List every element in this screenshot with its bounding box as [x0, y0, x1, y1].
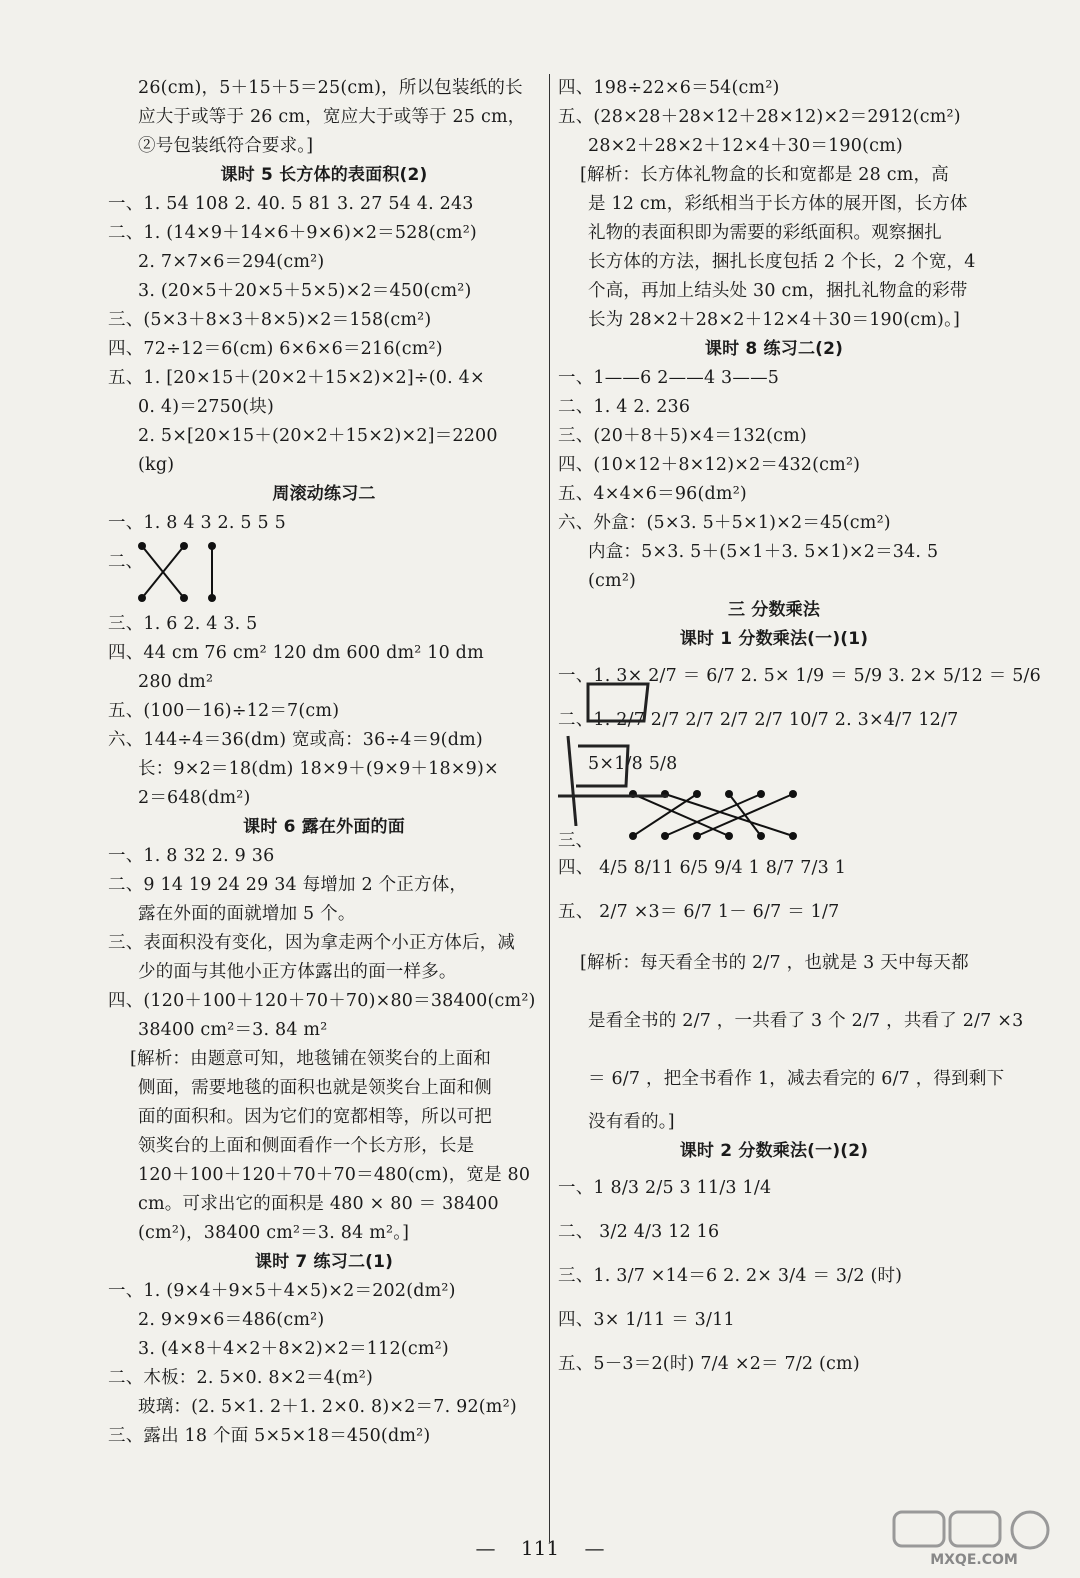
answer-line: 二、1. 2/7 2/7 2/7 2/7 2/7 10/7 2. 3×4/7 12/7: [558, 710, 959, 730]
answer-line: 五、1. [20×15＋(20×2＋15×2)×2]÷(0. 4×: [108, 368, 485, 388]
answer-line: 2＝648(dm²): [138, 788, 251, 808]
footer-dash-right: —: [584, 1536, 605, 1560]
answer-line: 三、1. 3/7 ×14＝6 2. 2× 3/4 ＝ 3/2 (时): [558, 1266, 903, 1286]
answer-line: ＝ 6/7 ，把全书看作 1，减去看完的 6/7 ，得到剩下: [588, 1069, 1005, 1089]
answer-line: 2. 9×9×6＝486(cm²): [138, 1310, 325, 1330]
answer-line: 3. (4×8＋4×2＋8×2)×2＝112(cm²): [138, 1339, 449, 1359]
answer-line: 四、44 cm 76 cm² 120 dm 600 dm² 10 dm: [108, 643, 484, 663]
answer-line: 五、(100－16)÷12＝7(cm): [108, 701, 340, 721]
answer-line: 二、 3/2 4/3 12 16: [558, 1222, 720, 1242]
answer-line: 长：9×2＝18(dm) 18×9＋(9×9＋18×9)×: [138, 759, 499, 779]
answer-line: 五、5－3＝2(时) 7/4 ×2＝ 7/2 (cm): [558, 1354, 860, 1374]
answer-line: 六、外盒：(5×3. 5＋5×1)×2＝45(cm²): [558, 513, 891, 533]
answer-line: [解析：由题意可知，地毯铺在领奖台的上面和: [130, 1049, 492, 1069]
answer-line: 一、1. 8 32 2. 9 36: [108, 846, 275, 866]
answer-line: 三、表面积没有变化，因为拿走两个小正方体后，减: [108, 933, 516, 953]
answer-line: 四、 4/5 8/11 6/5 9/4 1 8/7 7/3 1: [558, 858, 847, 878]
answer-line: 少的面与其他小正方体露出的面一样多。: [138, 962, 457, 982]
svg-text:MXQE.COM: MXQE.COM: [930, 1552, 1018, 1568]
answer-line: (kg): [138, 455, 175, 475]
answer-line: 四、(10×12＋8×12)×2＝432(cm²): [558, 455, 861, 475]
answer-line: 一、1 8/3 2/5 3 11/3 1/4: [558, 1178, 772, 1198]
answer-line: 侧面，需要地毯的面积也就是领奖台上面和侧: [138, 1078, 492, 1098]
answer-line: 四、72÷12＝6(cm) 6×6×6＝216(cm²): [108, 339, 443, 359]
answer-line: 五、(28×28＋28×12＋28×12)×2＝2912(cm²): [558, 107, 961, 127]
answer-line: 礼物的表面积即为需要的彩纸面积。观察捆扎: [588, 223, 942, 243]
answer-line: 5×1/8 5/8: [588, 754, 678, 774]
answer-line: 长方体的方法，捆扎长度包括 2 个长，2 个宽，4: [588, 252, 976, 272]
left-column: [108, 74, 540, 1451]
answer-line: 2. 5×[20×15＋(20×2＋15×2)×2]＝2200: [138, 426, 498, 446]
answer-line: 是 12 cm，彩纸相当于长方体的展开图，长方体: [588, 194, 968, 214]
answer-line: 内盒：5×3. 5＋(5×1＋3. 5×1)×2＝34. 5: [588, 542, 939, 562]
answer-line: ②号包装纸符合要求。]: [138, 136, 314, 156]
answer-line: 3. (20×5＋20×5＋5×5)×2＝450(cm²): [138, 281, 472, 301]
answer-line: 应大于或等于 26 cm，宽应大于或等于 25 cm，: [138, 107, 526, 127]
page-number: 111: [520, 1536, 560, 1560]
answer-line: 二、木板：2. 5×0. 8×2＝4(m²): [108, 1368, 374, 1388]
answer-line: 没有看的。]: [588, 1112, 675, 1132]
section-heading: 周滚动练习二: [272, 484, 376, 504]
matching-lines: [108, 538, 248, 610]
footer-dash-left: —: [475, 1536, 496, 1560]
answer-line: 玻璃：(2. 5×1. 2＋1. 2×0. 8)×2＝7. 92(m²): [138, 1397, 517, 1417]
answer-label: 三、: [558, 831, 593, 851]
answer-line: 二、1. (14×9＋14×6＋9×6)×2＝528(cm²): [108, 223, 477, 243]
answer-line: 六、144÷4＝36(dm) 宽或高：36÷4＝9(dm): [108, 730, 483, 750]
answer-line: 一、1——6 2——4 3——5: [558, 368, 780, 388]
section-heading: 课时 8 练习二(2): [704, 339, 844, 359]
watermark-logo: [890, 1508, 1058, 1568]
answer-line: 一、1. 3× 2/7 ＝ 6/7 2. 5× 1/9 ＝ 5/9 3. 2× 5/12 ＝ 5/6: [558, 666, 1041, 686]
answer-line: 四、198÷22×6＝54(cm²): [558, 78, 780, 98]
answer-line: 一、1. (9×4＋9×5＋4×5)×2＝202(dm²): [108, 1281, 456, 1301]
answer-label: 二、: [108, 552, 143, 572]
answer-line: 三、(20＋8＋5)×4＝132(cm): [558, 426, 807, 446]
answer-line: 面的面积和。因为它们的宽都相等，所以可把: [138, 1107, 492, 1127]
section-heading: 课时 2 分数乘法(一)(2): [679, 1141, 869, 1161]
answer-line: [108, 538, 540, 610]
answer-line: 120＋100＋120＋70＋70＝480(cm)，宽是 80: [138, 1165, 531, 1185]
answer-line: 三、1. 6 2. 4 3. 5: [108, 614, 258, 634]
answer-line: 长为 28×2＋28×2＋12×4＋30＝190(cm)。]: [588, 310, 961, 330]
answer-line: 露在外面的面就增加 5 个。: [138, 904, 356, 924]
answer-line: 五、4×4×6＝96(dm²): [558, 484, 747, 504]
section-heading: 课时 7 练习二(1): [254, 1252, 394, 1272]
section-heading: 课时 5 长方体的表面积(2): [220, 165, 428, 185]
answer-line: 0. 4)＝2750(块): [138, 397, 275, 417]
answer-line: 个高，再加上结头处 30 cm，捆扎礼物盒的彩带: [588, 281, 968, 301]
answer-line: 280 dm²: [138, 672, 214, 692]
answer-line: 五、 2/7 ×3＝ 6/7 1－ 6/7 ＝ 1/7: [558, 902, 840, 922]
answer-line: [解析：长方体礼物盒的长和宽都是 28 cm，高: [580, 165, 949, 185]
answer-line: 领奖台的上面和侧面看作一个长方形，长是: [138, 1136, 475, 1156]
answer-line: 四、3× 1/11 ＝ 3/11: [558, 1310, 735, 1330]
section-heading: 三 分数乘法: [727, 600, 821, 620]
answer-line: 一、1. 8 4 3 2. 5 5 5: [108, 513, 286, 533]
answer-line: 2. 7×7×6＝294(cm²): [138, 252, 325, 272]
answer-line: [解析：每天看全书的 2/7 ，也就是 3 天中每天都: [580, 953, 969, 973]
answer-line: cm。可求出它的面积是 480 × 80 ＝ 38400: [138, 1194, 499, 1214]
answer-line: 三、露出 18 个面 5×5×18＝450(dm²): [108, 1426, 431, 1446]
answer-line: 二、9 14 19 24 29 34 每增加 2 个正方体，: [108, 875, 468, 895]
answer-line: 28×2＋28×2＋12×4＋30＝190(cm): [588, 136, 903, 156]
answer-line: 26(cm)，5＋15＋5＝25(cm)，所以包装纸的长: [138, 78, 523, 98]
answer-line: 一、1. 54 108 2. 40. 5 81 3. 27 54 4. 243: [108, 194, 474, 214]
stamp-image: [548, 676, 678, 826]
section-heading: 课时 1 分数乘法(一)(1): [679, 629, 869, 649]
answer-line: 38400 cm²＝3. 84 m²: [138, 1020, 328, 1040]
section-heading: 课时 6 露在外面的面: [243, 817, 405, 837]
answer-line: 四、(120＋100＋120＋70＋70)×80＝38400(cm²): [108, 991, 536, 1011]
answer-line: 二、1. 4 2. 236: [558, 397, 691, 417]
answer-line: (cm²)，38400 cm²＝3. 84 m²。]: [138, 1223, 410, 1243]
answer-line: 三、(5×3＋8×3＋8×5)×2＝158(cm²): [108, 310, 432, 330]
answer-line: (cm²): [588, 571, 637, 591]
answer-line: 是看全书的 2/7 ，一共看了 3 个 2/7 ，共看了 2/7 ×3: [588, 1011, 1024, 1031]
